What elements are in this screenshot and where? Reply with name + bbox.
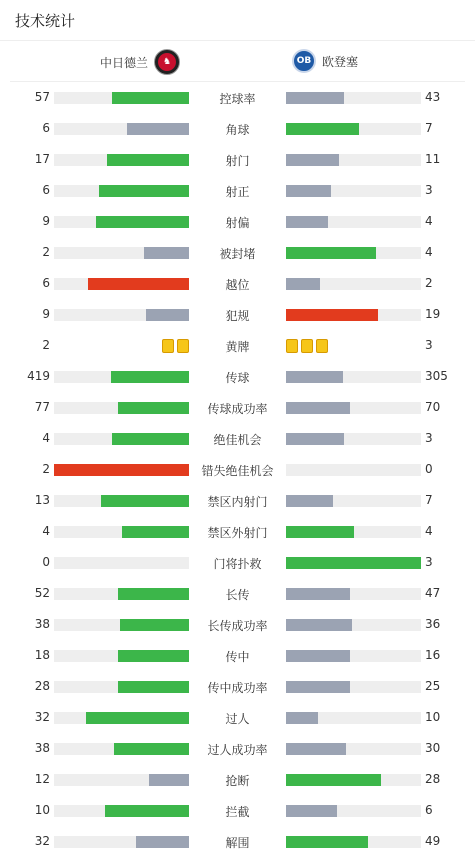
away-value: 7	[425, 493, 433, 507]
away-value: 49	[425, 834, 441, 848]
home-bar-track	[54, 402, 189, 414]
yellow-card-icon	[301, 339, 313, 353]
stat-row	[0, 733, 475, 764]
away-bar-track	[286, 278, 421, 290]
away-bar	[286, 185, 331, 197]
away-bar	[286, 402, 350, 414]
home-bar-track	[54, 743, 189, 755]
stat-row	[0, 299, 475, 330]
yellow-card-icon	[177, 339, 189, 353]
away-bar	[286, 774, 381, 786]
away-bar	[286, 309, 378, 321]
away-bar	[286, 278, 320, 290]
away-value: 36	[425, 617, 441, 631]
away-bar-track	[286, 402, 421, 414]
stat-row	[0, 826, 475, 857]
stat-label: 禁区外射门	[207, 526, 268, 540]
home-value: 4	[42, 431, 50, 445]
away-bar	[286, 433, 344, 445]
stat-label: 抢断	[225, 774, 250, 788]
home-bar	[118, 650, 190, 662]
away-bar	[286, 805, 337, 817]
away-value: 3	[425, 338, 433, 352]
away-value: 47	[425, 586, 441, 600]
away-value: 11	[425, 152, 441, 166]
away-value: 19	[425, 307, 441, 321]
home-bar	[88, 278, 189, 290]
page-title: 技术统计	[15, 12, 76, 30]
stat-label: 拦截	[225, 805, 250, 819]
away-value: 16	[425, 648, 441, 662]
stat-label: 传球	[225, 371, 250, 385]
home-team[interactable]	[100, 49, 180, 75]
home-bar	[118, 588, 189, 600]
home-bar	[136, 836, 189, 848]
home-bar	[118, 402, 189, 414]
home-value: 2	[42, 338, 50, 352]
away-value: 6	[425, 803, 433, 817]
away-bar	[286, 371, 343, 383]
home-bar	[144, 247, 189, 259]
stat-row	[0, 671, 475, 702]
stat-row	[0, 547, 475, 578]
home-bar	[122, 526, 190, 538]
stat-label: 控球率	[219, 92, 256, 106]
stat-row	[0, 578, 475, 609]
stat-row	[0, 113, 475, 144]
home-bar-track	[54, 774, 189, 786]
away-bar-track	[286, 712, 421, 724]
away-bar-track	[286, 743, 421, 755]
away-bar	[286, 588, 350, 600]
home-value: 12	[34, 772, 50, 786]
home-bar	[112, 92, 189, 104]
home-bar-track	[54, 185, 189, 197]
home-bar-track	[54, 495, 189, 507]
away-value: 3	[425, 555, 433, 569]
away-bar-track	[286, 526, 421, 538]
home-bar-track	[54, 619, 189, 631]
home-bar	[127, 123, 189, 135]
stat-row	[0, 82, 475, 113]
home-bar	[120, 619, 189, 631]
stat-label: 过人成功率	[207, 743, 268, 757]
stat-label: 禁区内射门	[207, 495, 268, 509]
stat-label: 解围	[225, 836, 250, 850]
away-value: 0	[425, 462, 433, 476]
away-bar	[286, 526, 354, 538]
home-bar-track	[54, 588, 189, 600]
home-value: 10	[34, 803, 50, 817]
stat-row	[0, 795, 475, 826]
home-bar-track	[54, 650, 189, 662]
home-value: 38	[34, 741, 50, 755]
stat-row	[0, 764, 475, 795]
home-value: 4	[42, 524, 50, 538]
away-bar	[286, 712, 318, 724]
yellow-card-icon	[286, 339, 298, 353]
home-value: 57	[34, 90, 50, 104]
away-bar-track	[286, 247, 421, 259]
stat-label: 射偏	[225, 216, 250, 230]
home-value: 2	[42, 245, 50, 259]
home-value: 2	[42, 462, 50, 476]
away-team-name: 欧登塞	[322, 54, 359, 69]
away-bar	[286, 557, 421, 569]
home-value: 6	[42, 121, 50, 135]
home-value: 77	[34, 400, 50, 414]
home-bar	[105, 805, 189, 817]
home-bar	[112, 433, 189, 445]
away-bar-track	[286, 154, 421, 166]
home-value: 28	[34, 679, 50, 693]
away-value: 4	[425, 214, 433, 228]
away-bar-track	[286, 805, 421, 817]
stat-row	[0, 237, 475, 268]
away-bar-track	[286, 371, 421, 383]
home-bar	[146, 309, 189, 321]
away-bar	[286, 836, 368, 848]
home-value: 17	[34, 152, 50, 166]
home-bar-track	[54, 371, 189, 383]
stat-label: 黄牌	[225, 340, 250, 354]
home-bar-track	[54, 309, 189, 321]
away-bar-track	[286, 216, 421, 228]
away-bar-track	[286, 433, 421, 445]
home-bar-track	[54, 681, 189, 693]
away-value: 305	[425, 369, 448, 383]
home-bar	[54, 464, 189, 476]
home-bar-track	[54, 464, 189, 476]
away-bar	[286, 743, 346, 755]
stat-row	[0, 206, 475, 237]
ob-odense-logo-icon: OB	[292, 49, 316, 73]
stats-header	[0, 0, 475, 41]
home-bar-track	[54, 278, 189, 290]
home-value: 9	[42, 307, 50, 321]
away-bar-track	[286, 681, 421, 693]
away-value: 2	[425, 276, 433, 290]
stat-row	[0, 392, 475, 423]
away-yellow-cards	[286, 339, 328, 353]
home-bar-track	[54, 836, 189, 848]
away-team[interactable]	[292, 49, 358, 73]
home-value: 6	[42, 276, 50, 290]
away-bar-track	[286, 464, 421, 476]
stat-label: 犯规	[225, 309, 250, 323]
home-bar	[114, 743, 189, 755]
stat-label: 过人	[225, 712, 250, 726]
home-value: 9	[42, 214, 50, 228]
home-bar-track	[54, 154, 189, 166]
away-value: 10	[425, 710, 441, 724]
away-bar	[286, 650, 350, 662]
stat-row	[0, 609, 475, 640]
stat-label: 长传	[225, 588, 250, 602]
away-bar	[286, 216, 328, 228]
away-bar-track	[286, 836, 421, 848]
home-bar-track	[54, 557, 189, 569]
away-bar-track	[286, 92, 421, 104]
home-bar-track	[54, 216, 189, 228]
home-bar	[86, 712, 189, 724]
home-bar	[96, 216, 190, 228]
away-value: 3	[425, 183, 433, 197]
home-bar-track	[54, 526, 189, 538]
stat-label: 错失绝佳机会	[201, 464, 274, 478]
home-yellow-cards	[162, 339, 189, 353]
away-bar	[286, 92, 344, 104]
home-bar	[149, 774, 190, 786]
away-bar	[286, 123, 359, 135]
away-bar-track	[286, 588, 421, 600]
home-bar	[118, 681, 189, 693]
stat-row	[0, 454, 475, 485]
home-bar	[99, 185, 189, 197]
stat-label: 射正	[225, 185, 250, 199]
home-value: 6	[42, 183, 50, 197]
stat-row	[0, 702, 475, 733]
stat-label: 角球	[225, 123, 250, 137]
stat-row	[0, 330, 475, 361]
away-bar-track	[286, 309, 421, 321]
away-value: 70	[425, 400, 441, 414]
home-bar	[107, 154, 189, 166]
stat-label: 传球成功率	[207, 402, 268, 416]
home-value: 13	[34, 493, 50, 507]
stat-row	[0, 516, 475, 547]
yellow-card-icon	[162, 339, 174, 353]
home-bar	[111, 371, 189, 383]
away-bar	[286, 154, 339, 166]
away-bar-track	[286, 495, 421, 507]
stat-row	[0, 268, 475, 299]
stat-row	[0, 640, 475, 671]
home-bar-track	[54, 92, 189, 104]
away-bar	[286, 495, 333, 507]
away-value: 7	[425, 121, 433, 135]
home-bar-track	[54, 433, 189, 445]
home-bar	[101, 495, 189, 507]
away-bar	[286, 619, 352, 631]
stat-label: 被封堵	[219, 247, 256, 261]
stat-row	[0, 423, 475, 454]
stat-label: 射门	[225, 154, 250, 168]
home-value: 0	[42, 555, 50, 569]
stat-row	[0, 361, 475, 392]
away-value: 28	[425, 772, 441, 786]
away-bar-track	[286, 123, 421, 135]
home-value: 32	[34, 710, 50, 724]
away-value: 4	[425, 524, 433, 538]
stat-label: 长传成功率	[207, 619, 268, 633]
away-bar-track	[286, 557, 421, 569]
stat-label: 传中成功率	[207, 681, 268, 695]
away-bar-track	[286, 185, 421, 197]
away-value: 25	[425, 679, 441, 693]
away-value: 30	[425, 741, 441, 755]
home-value: 52	[34, 586, 50, 600]
home-bar-track	[54, 712, 189, 724]
stat-label: 传中	[225, 650, 250, 664]
stat-label: 越位	[225, 278, 250, 292]
home-value: 18	[34, 648, 50, 662]
home-value: 419	[27, 369, 50, 383]
yellow-card-icon	[316, 339, 328, 353]
stat-row	[0, 144, 475, 175]
away-value: 4	[425, 245, 433, 259]
home-value: 38	[34, 617, 50, 631]
away-value: 43	[425, 90, 441, 104]
stat-label: 门将扑救	[213, 557, 262, 571]
stats-list	[0, 82, 475, 857]
home-team-name: 中日德兰	[99, 55, 148, 70]
home-bar-track	[54, 123, 189, 135]
home-bar-track	[54, 247, 189, 259]
away-bar-track	[286, 650, 421, 662]
stat-row	[0, 175, 475, 206]
away-bar-track	[286, 619, 421, 631]
stat-label: 绝佳机会	[213, 433, 262, 447]
fc-midtjylland-logo-icon: ♞	[154, 49, 180, 75]
home-bar-track	[54, 805, 189, 817]
away-bar	[286, 247, 376, 259]
stat-row	[0, 485, 475, 516]
away-bar	[286, 681, 350, 693]
home-value: 32	[34, 834, 50, 848]
away-value: 3	[425, 431, 433, 445]
away-bar-track	[286, 774, 421, 786]
teams-bar	[10, 41, 465, 82]
